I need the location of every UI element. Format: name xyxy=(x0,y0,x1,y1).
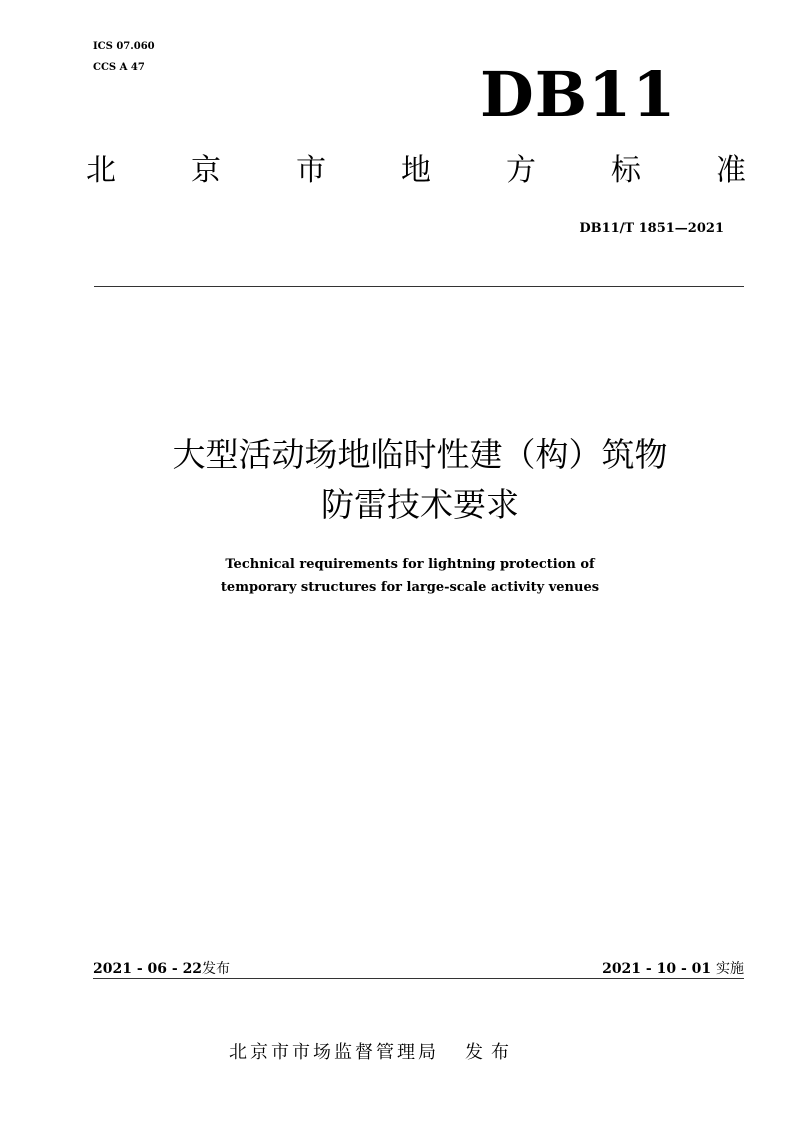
db-logo: DB11 xyxy=(480,58,677,131)
implement-date xyxy=(602,958,744,978)
ics-code: ICS 07.060 xyxy=(93,41,155,52)
title-en-line2: temporary structures for large-scale activity venues xyxy=(220,580,600,595)
issue-date xyxy=(93,958,230,978)
title-cn-line2: 防雷技术要求 xyxy=(321,485,519,524)
standard-type xyxy=(86,153,746,188)
standard-type-char: 方 xyxy=(506,153,536,188)
standard-type-char: 地 xyxy=(401,153,431,188)
standard-type-char: 北 xyxy=(86,153,116,188)
publish-verb: 发布 xyxy=(465,1042,517,1063)
issue-label: 发布 xyxy=(202,961,231,977)
standard-number: DB11/T 1851—2021 xyxy=(579,221,724,236)
ccs-code: CCS A 47 xyxy=(93,62,145,73)
implement-date-value: 2021 - 10 - 01 xyxy=(602,961,712,977)
standard-type-char: 准 xyxy=(716,153,746,188)
standard-type-char: 标 xyxy=(611,153,641,188)
dates-row xyxy=(93,958,744,979)
title-cn-line1: 大型活动场地临时性建（构）筑物 xyxy=(172,435,668,474)
header-divider xyxy=(94,286,744,287)
implement-label: 实施 xyxy=(716,961,744,977)
publisher-name: 北京市市场监督管理局 xyxy=(229,1042,439,1063)
standard-type-char: 京 xyxy=(191,153,221,188)
issue-date-value: 2021 - 06 - 22 xyxy=(93,961,203,977)
standard-type-char: 市 xyxy=(296,153,326,188)
title-en-line1: Technical requirements for lightning protection of xyxy=(225,557,595,572)
publisher xyxy=(229,1038,517,1064)
